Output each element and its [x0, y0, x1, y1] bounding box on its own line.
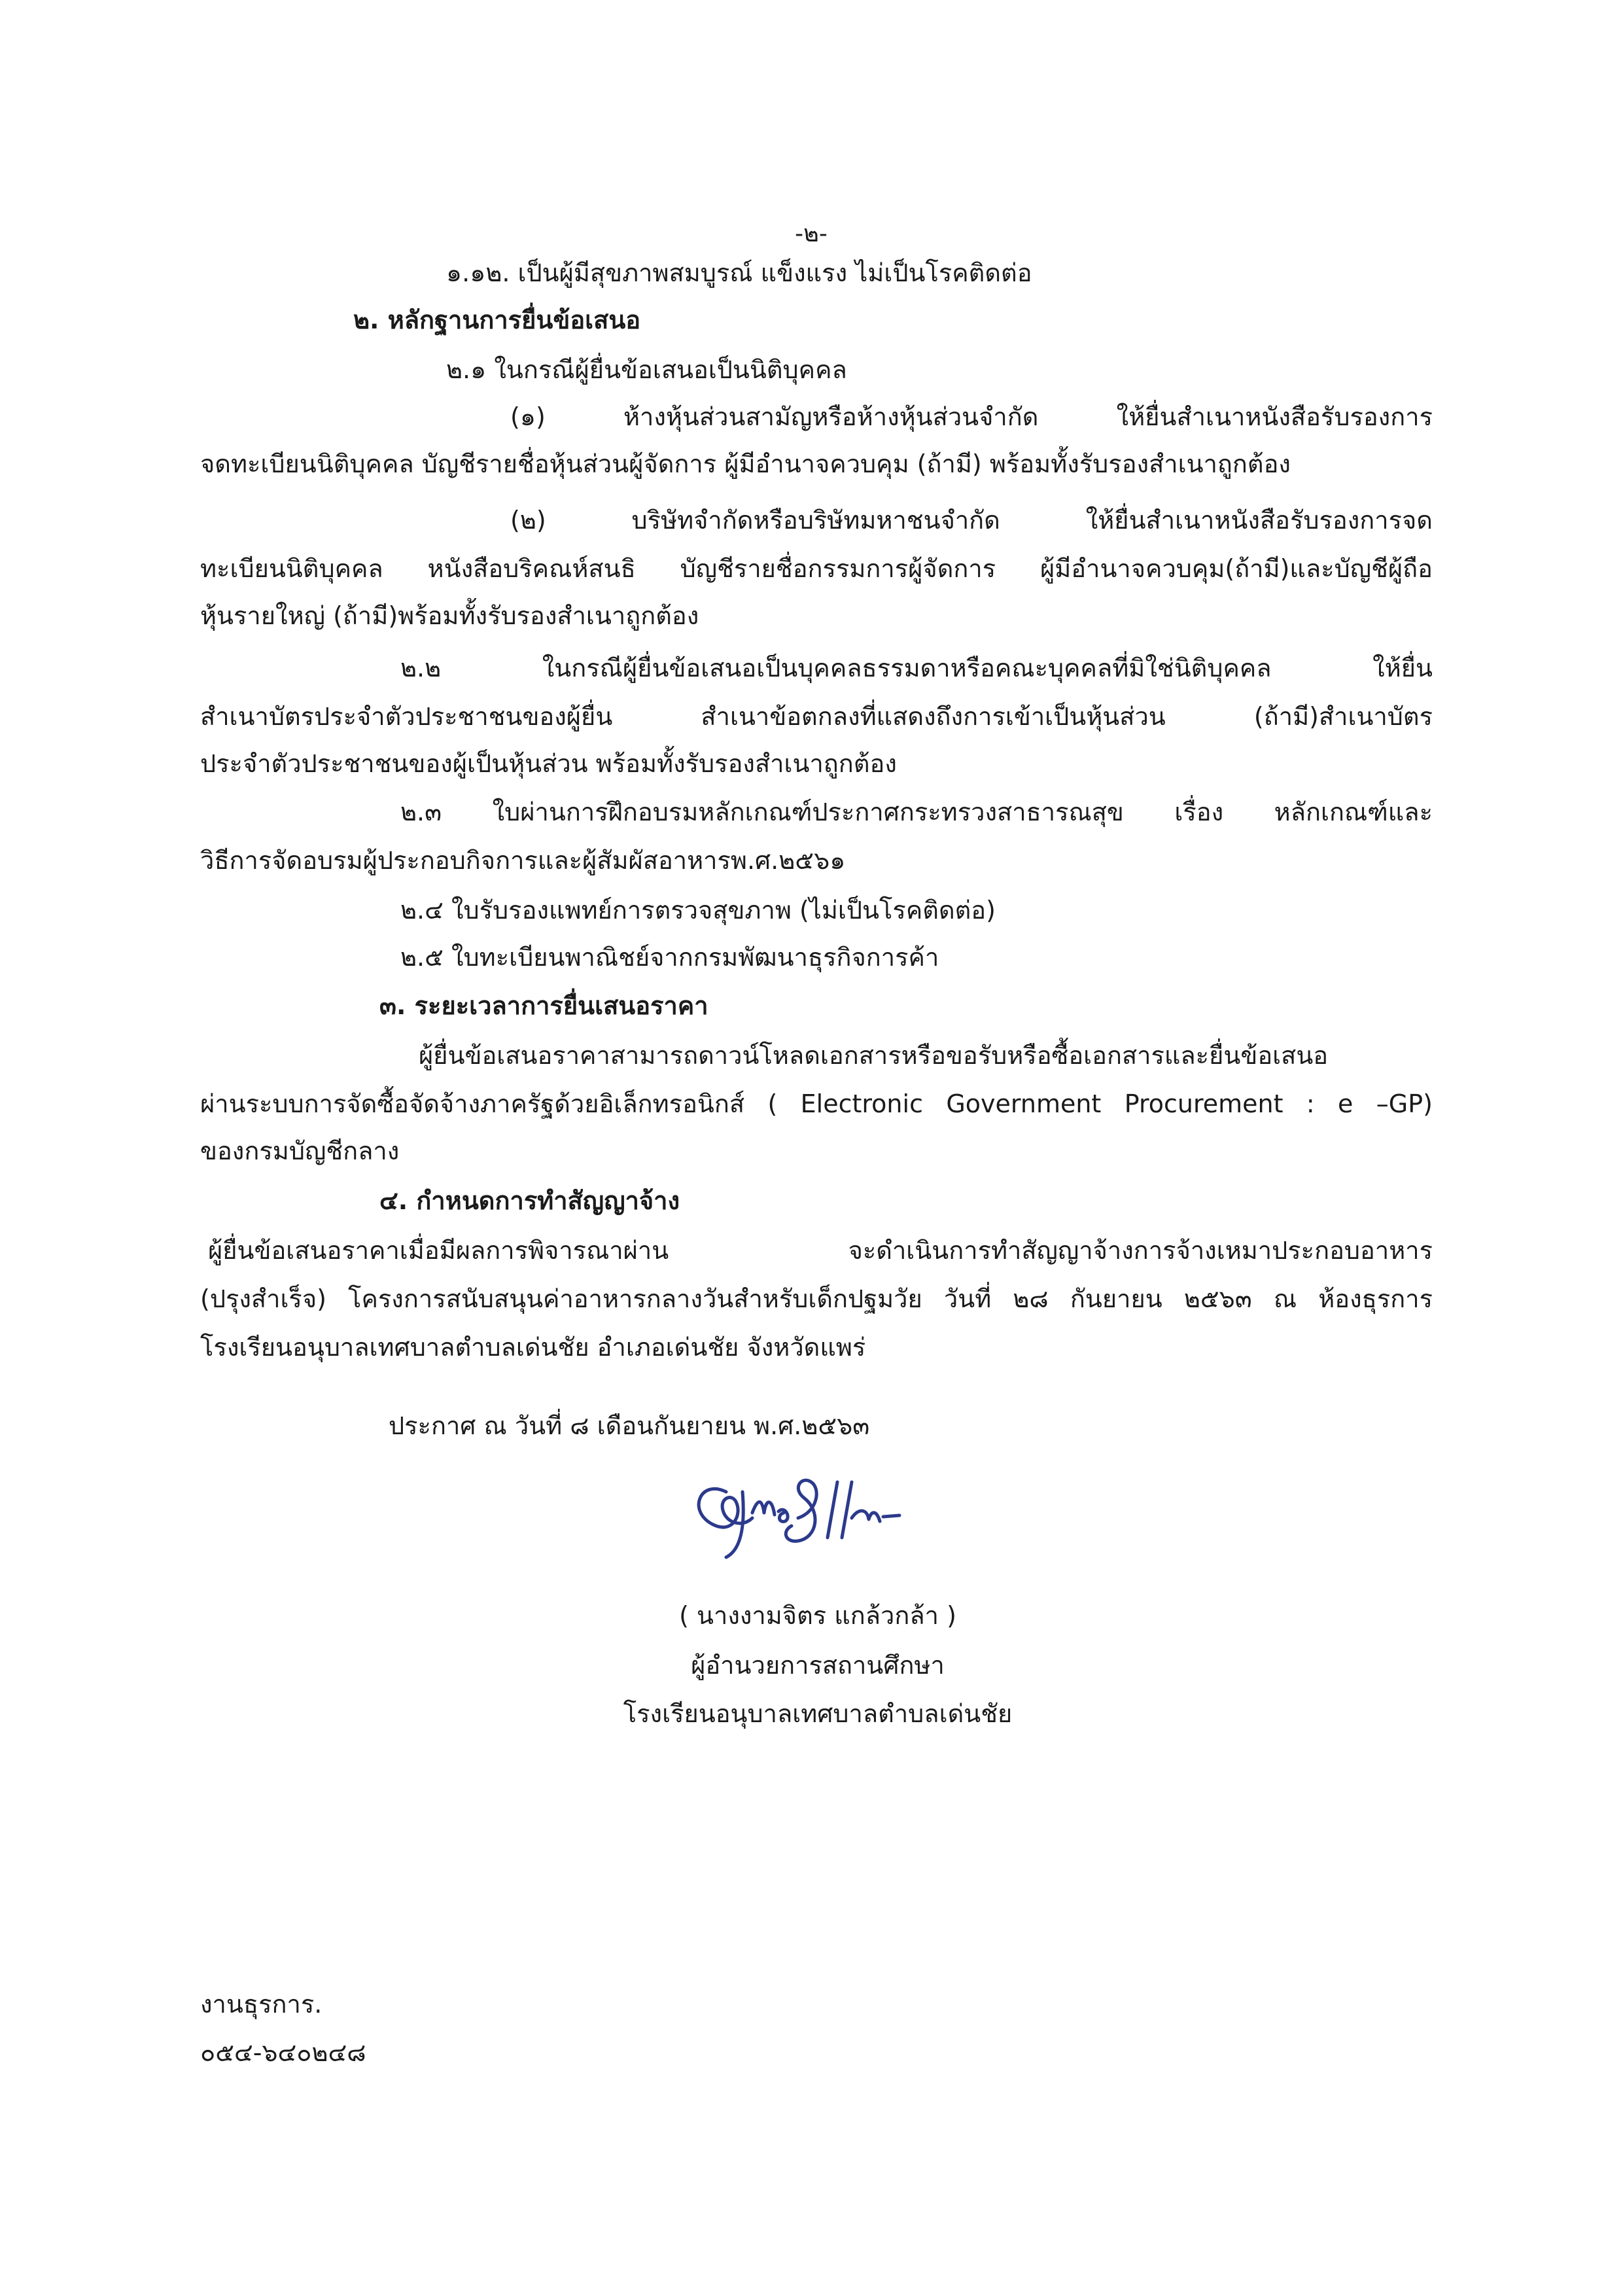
item-2-1-2-line2: ทะเบียนนิติบุคคล หนังสือบริคณห์สนธิ บัญชีรายชื่อกรรมการผู้จัดการ ผู้มีอำนาจควบคุม(ถ้ามี)และบัญชีผู้ถือ: [200, 554, 1433, 583]
signer-position: ผู้อำนวยการสถานศึกษา: [691, 1651, 945, 1680]
item-2-1-1-line2: จดทะเบียนนิติบุคคล บัญชีรายชื่อหุ้นส่วนผู้จัดการ ผู้มีอำนาจควบคุม (ถ้ามี) พร้อมทั้งรับรองสำเนาถูกต้อง: [200, 450, 1291, 478]
section-4-heading: ๔. กำหนดการทำสัญญาจ้าง: [379, 1186, 680, 1215]
section-2-heading: ๒. หลักฐานการยื่นข้อเสนอ: [353, 306, 641, 334]
item-2-2-line3: ประจำตัวประชาชนของผู้เป็นหุ้นส่วน พร้อมทั้งรับรองสำเนาถูกต้อง: [200, 749, 897, 778]
section-3-line2: ผ่านระบบการจัดซื้อจัดจ้างภาครัฐด้วยอิเล็กทรอนิกส์ ( Electronic Government Procurement : e –GP): [200, 1089, 1433, 1118]
item-2-1-2-line1: (๒) บริษัทจำกัดหรือบริษัทมหาชนจำกัด ให้ยื่นสำเนาหนังสือรับรองการจด: [510, 506, 1433, 535]
item-2-5: ๒.๕ ใบทะเบียนพาณิชย์จากกรมพัฒนาธุรกิจการค้า: [400, 943, 939, 972]
signer-name: ( นางงามจิตร แกล้วกล้า ): [679, 1601, 956, 1630]
signature-image: [680, 1453, 942, 1564]
section-4-line3: โรงเรียนอนุบาลเทศบาลตำบลเด่นชัย อำเภอเด่นชัย จังหวัดแพร่: [200, 1333, 866, 1362]
footer-department: งานธุรการ.: [200, 1990, 323, 2019]
section-3-line3: ของกรมบัญชีกลาง: [200, 1137, 400, 1165]
item-1-12: ๑.๑๒. เป็นผู้มีสุขภาพสมบูรณ์ แข็งแรง ไม่เป็นโรคติดต่อ: [446, 258, 1032, 287]
section-3-heading: ๓. ระยะเวลาการยื่นเสนอราคา: [379, 991, 708, 1020]
item-2-1-2-line3: หุ้นรายใหญ่ (ถ้ามี)พร้อมทั้งรับรองสำเนาถูกต้อง: [200, 601, 699, 630]
item-2-3-line2: วิธีการจัดอบรมผู้ประกอบกิจการและผู้สัมผัสอาหารพ.ศ.๒๕๖๑: [200, 846, 846, 875]
item-2-3-line1: ๒.๓ ใบผ่านการฝึกอบรมหลักเกณฑ์ประกาศกระทรวงสาธารณสุข เรื่อง หลักเกณฑ์และ: [400, 798, 1433, 826]
footer-phone: ๐๕๔-๖๔๐๒๔๘: [200, 2038, 366, 2067]
announce-date: ประกาศ ณ วันที่ ๘ เดือนกันยายน พ.ศ.๒๕๖๓: [389, 1411, 870, 1440]
section-4-line2: (ปรุงสำเร็จ) โครงการสนับสนุนค่าอาหารกลางวันสำหรับเด็กปฐมวัย วันที่ ๒๘ กันยายน ๒๕๖๓ ณ ห้องธุรการ: [200, 1284, 1433, 1313]
signer-organization: โรงเรียนอนุบาลเทศบาลตำบลเด่นชัย: [623, 1699, 1013, 1728]
item-2-2-line2: สำเนาบัตรประจำตัวประชาชนของผู้ยื่น สำเนาข้อตกลงที่แสดงถึงการเข้าเป็นหุ้นส่วน (ถ้ามี)สำเนาบัตร: [200, 702, 1433, 731]
page-number: -๒-: [795, 221, 828, 247]
item-2-4: ๒.๔ ใบรับรองแพทย์การตรวจสุขภาพ (ไม่เป็นโรคติดต่อ): [400, 896, 996, 925]
item-2-2-line1: ๒.๒ ในกรณีผู้ยื่นข้อเสนอเป็นบุคคลธรรมดาหรือคณะบุคคลที่มิใช่นิติบุคคล ให้ยื่น: [400, 654, 1433, 682]
item-2-1-1-line1: (๑) ห้างหุ้นส่วนสามัญหรือห้างหุ้นส่วนจำกัด ให้ยื่นสำเนาหนังสือรับรองการ: [510, 402, 1433, 431]
section-3-line1: ผู้ยื่นข้อเสนอราคาสามารถดาวน์โหลดเอกสารหรือขอรับหรือซื้อเอกสารและยื่นข้อเสนอ: [419, 1041, 1329, 1070]
item-2-1: ๒.๑ ในกรณีผู้ยื่นข้อเสนอเป็นนิติบุคคล: [446, 355, 847, 384]
section-4-line1: ผู้ยื่นข้อเสนอราคาเมื่อมีผลการพิจารณาผ่าน จะดำเนินการทำสัญญาจ้างการจ้างเหมาประกอบอาหาร: [208, 1236, 1433, 1265]
